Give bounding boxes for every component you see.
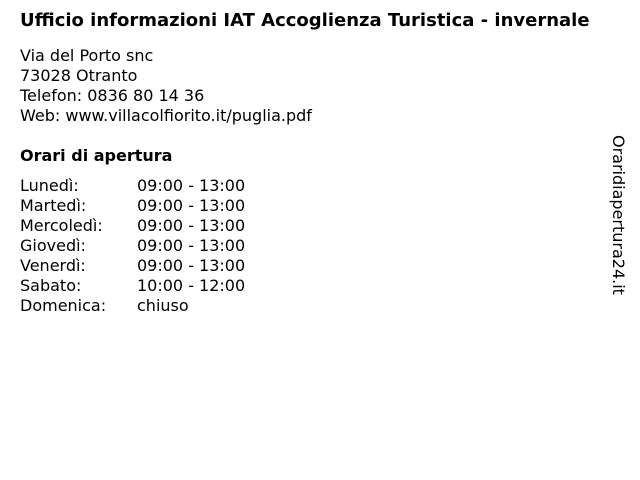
page-title: Ufficio informazioni IAT Accoglienza Turistica - invernale — [20, 10, 590, 31]
opening-hours-heading: Orari di apertura — [20, 146, 173, 165]
time-value: 09:00 - 13:00 — [137, 176, 246, 195]
place-info — [20, 10, 600, 316]
time-value: 10:00 - 12:00 — [137, 276, 246, 295]
hours-row — [20, 296, 600, 316]
time-value: 09:00 - 13:00 — [137, 236, 246, 255]
street-address: Via del Porto snc — [20, 46, 154, 65]
day-label: Sabato: — [20, 276, 82, 295]
time-value: 09:00 - 13:00 — [137, 216, 246, 235]
time-value: chiuso — [137, 296, 189, 315]
time-value: 09:00 - 13:00 — [137, 256, 246, 275]
hours-row — [20, 216, 600, 236]
day-label: Martedì: — [20, 196, 87, 215]
day-label: Mercoledì: — [20, 216, 103, 235]
hours-row — [20, 276, 600, 296]
phone-number: Telefon: 0836 80 14 36 — [20, 86, 205, 105]
hours-row — [20, 256, 600, 276]
hours-row — [20, 236, 600, 256]
postal-city: 73028 Otranto — [20, 66, 138, 85]
opening-hours-table — [20, 176, 600, 316]
day-label: Lunedì: — [20, 176, 79, 195]
day-label: Domenica: — [20, 296, 107, 315]
day-label: Giovedì: — [20, 236, 86, 255]
hours-row — [20, 196, 600, 216]
hours-row — [20, 176, 600, 196]
address-block — [20, 46, 600, 126]
site-watermark: Oraridiapertura24.it — [609, 135, 628, 295]
website: Web: www.villacolfiorito.it/puglia.pdf — [20, 106, 312, 125]
time-value: 09:00 - 13:00 — [137, 196, 246, 215]
day-label: Venerdì: — [20, 256, 86, 275]
